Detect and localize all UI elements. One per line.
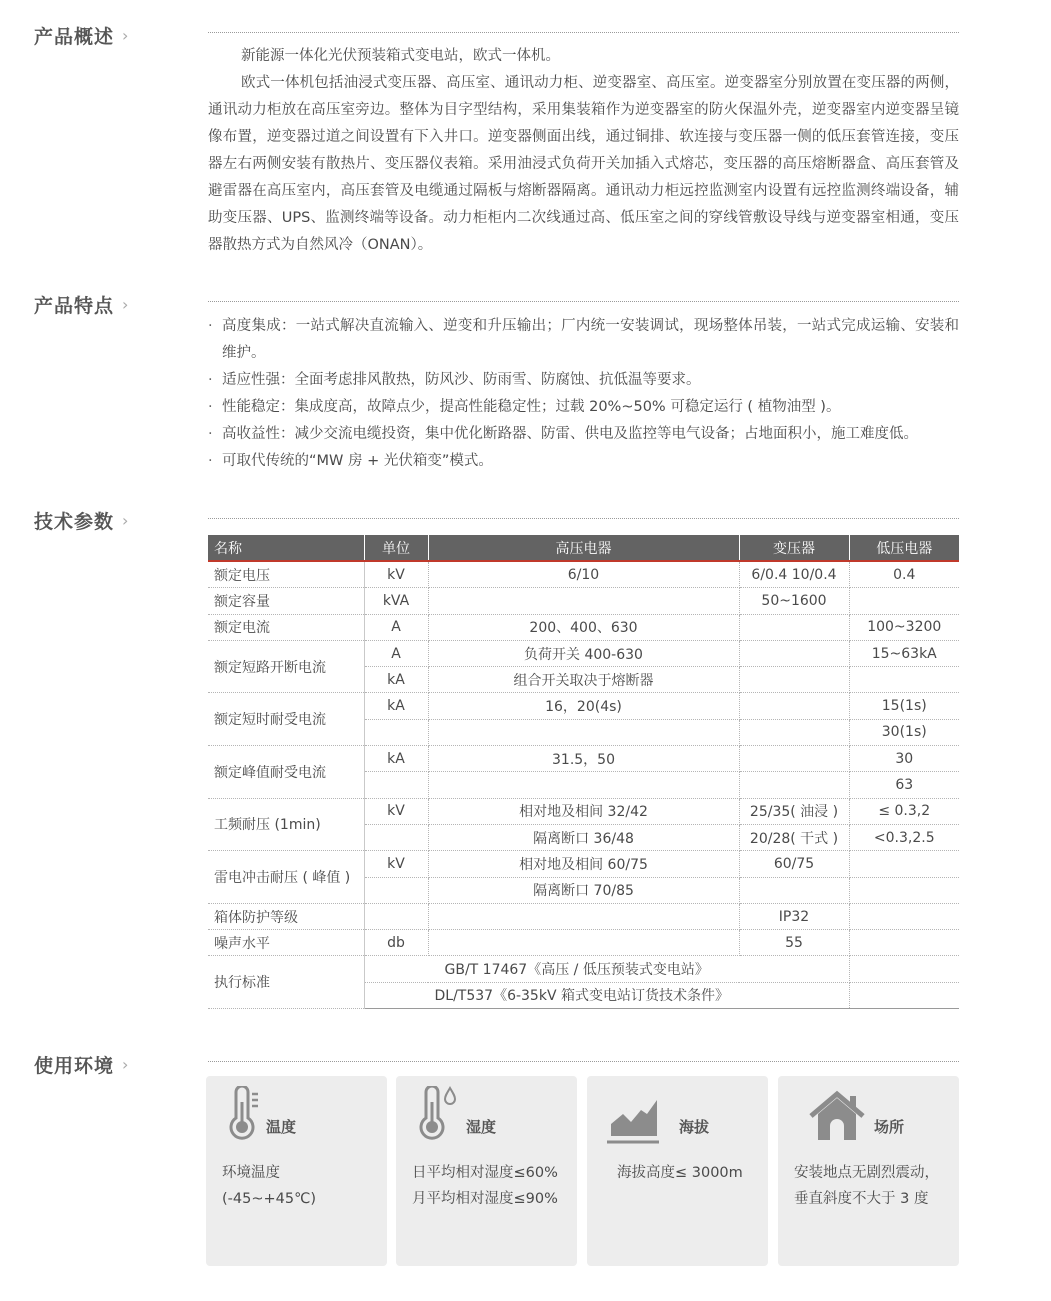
column-header: 变压器 xyxy=(739,535,849,561)
table-cell: 60/75 xyxy=(739,851,849,877)
column-header: 低压电器 xyxy=(849,535,959,561)
table-cell: 箱体防护等级 xyxy=(208,903,364,929)
chevron-right-icon: › xyxy=(122,26,130,45)
table-cell: 0.4 xyxy=(849,561,959,588)
table-cell xyxy=(364,719,428,745)
table-cell: kV xyxy=(364,798,428,824)
env-card-temperature xyxy=(206,1076,387,1266)
list-item: · 高度集成：一站式解决直流输入、逆变和升压输出；厂内统一安装调试，现场整体吊装，一站式完成运输、安装和维护。 xyxy=(208,313,959,367)
env-desc xyxy=(617,1160,758,1186)
table-row xyxy=(208,561,959,588)
table-cell: 额定电压 xyxy=(208,561,364,588)
table-cell: kV xyxy=(364,851,428,877)
table-cell: db xyxy=(364,930,428,956)
table-cell: 组合开关取决于熔断器 xyxy=(428,667,739,693)
column-header: 名称 xyxy=(208,535,364,561)
overview-paragraph: 新能源一体化光伏预装箱式变电站，欧式一体机。 xyxy=(241,48,560,64)
table-cell xyxy=(364,903,428,929)
table-cell xyxy=(739,877,849,903)
column-header: 高压电器 xyxy=(428,535,739,561)
table-cell: 6/0.4 10/0.4 xyxy=(739,561,849,588)
env-desc-line: 环境温度 (-45~+45℃) xyxy=(222,1165,317,1207)
table-cell xyxy=(739,772,849,798)
table-cell: 相对地及相间 60/75 xyxy=(428,851,739,877)
table-cell: 隔离断口 70/85 xyxy=(428,877,739,903)
chevron-right-icon: › xyxy=(122,1055,130,1074)
table-cell: 负荷开关 400-630 xyxy=(428,640,739,666)
table-cell xyxy=(428,719,739,745)
humidity-icon xyxy=(412,1086,462,1144)
table-cell: 15(1s) xyxy=(849,693,959,719)
table-cell xyxy=(428,588,739,614)
table-header-row xyxy=(208,535,959,561)
chevron-right-icon: › xyxy=(122,295,130,314)
table-cell xyxy=(849,588,959,614)
section-title-environment xyxy=(34,1051,129,1078)
section-title-text: 产品特点 xyxy=(34,295,115,317)
table-cell: 隔离断口 36/48 xyxy=(428,824,739,850)
list-item: · 可取代传统的“MW 房 + 光伏箱变”模式。 xyxy=(208,448,959,475)
list-item: · 高收益性：减少交流电缆投资，集中优化断路器、防雷、供电及监控等电气设备；占地面积小，施工难度低。 xyxy=(208,421,959,448)
table-cell xyxy=(739,667,849,693)
table-row xyxy=(208,614,959,640)
table-row xyxy=(208,956,959,982)
table-cell: 雷电冲击耐压 ( 峰值 ) xyxy=(208,851,364,904)
table-cell: 相对地及相间 32/42 xyxy=(428,798,739,824)
table-cell: 额定短路开断电流 xyxy=(208,640,364,693)
table-row xyxy=(208,930,959,956)
table-row xyxy=(208,851,959,877)
table-cell: kA xyxy=(364,667,428,693)
table-row xyxy=(208,798,959,824)
table-row xyxy=(208,588,959,614)
chevron-right-icon: › xyxy=(122,511,130,530)
divider xyxy=(208,32,959,33)
table-cell: 15~63kA xyxy=(849,640,959,666)
table-cell: 执行标准 xyxy=(208,956,364,1009)
table-row xyxy=(208,903,959,929)
env-label: 场所 xyxy=(874,1118,905,1136)
table-cell: 63 xyxy=(849,772,959,798)
divider xyxy=(208,518,959,519)
table-cell: 200、400、630 xyxy=(428,614,739,640)
table-cell xyxy=(849,982,959,1008)
table-cell: IP32 xyxy=(739,903,849,929)
table-cell: kA xyxy=(364,693,428,719)
env-card-humidity xyxy=(396,1076,577,1266)
table-row xyxy=(208,746,959,772)
table-cell xyxy=(739,719,849,745)
divider xyxy=(208,301,959,302)
section-title-text: 使用环境 xyxy=(34,1055,115,1077)
env-desc-line: 日平均相对湿度≤60% xyxy=(412,1165,558,1181)
env-desc xyxy=(794,1160,949,1212)
table-cell: 16，20(4s) xyxy=(428,693,739,719)
env-label: 湿度 xyxy=(466,1118,497,1136)
column-header: 单位 xyxy=(364,535,428,561)
table-cell xyxy=(364,824,428,850)
table-cell: 31.5，50 xyxy=(428,746,739,772)
table-cell: 额定容量 xyxy=(208,588,364,614)
table-cell: 噪声水平 xyxy=(208,930,364,956)
env-label: 温度 xyxy=(266,1118,297,1136)
table-cell xyxy=(739,614,849,640)
env-desc-line: 海拔高度≤ 3000m xyxy=(617,1165,743,1181)
table-cell xyxy=(849,877,959,903)
table-cell xyxy=(739,640,849,666)
overview-paragraph: 欧式一体机包括油浸式变压器、高压室、通讯动力柜、逆变器室、高压室。逆变器室分别放置在变压器的两侧，通讯动力柜放在高压室旁边。整体为目字型结构，采用集装箱作为逆变器室的防火保温外壳，逆变器室内逆变器呈镜像布置，逆变器过道之间设置有下入井口。逆变器侧面出线，通过铜排、软连接与变压器一侧的低压套管连接，变压器左右两侧安装有散热片、变压器仪表箱。采用油浸式负荷开关加插入式熔芯，变压器的高压熔断器盒、高压套管及避雷器在高压室内，高压套管及电缆通过隔板与熔断器隔离。通讯动力柜远控监测室内设置有远控监测终端设备，辅助变压器、UPS、监测终端等设备。动力柜柜内二次线通过高、低压室之间的穿线管敷设导线与逆变器室相通，变压器散热方式为自然风冷（ONAN）。 xyxy=(208,75,959,253)
table-cell xyxy=(739,746,849,772)
list-item: · 性能稳定：集成度高，故障点少，提高性能稳定性；过载 20%~50% 可稳定运行 ( 植物油型 )。 xyxy=(208,394,959,421)
feature-list xyxy=(208,313,959,475)
section-title-overview xyxy=(34,22,129,49)
table-cell xyxy=(428,772,739,798)
table-cell: 额定峰值耐受电流 xyxy=(208,746,364,799)
env-desc-line: 垂直斜度不大于 3 度 xyxy=(794,1191,929,1207)
table-cell: ≤ 0.3,2 xyxy=(849,798,959,824)
table-cell: 工频耐压 (1min) xyxy=(208,798,364,851)
table-cell: GB/T 17467《高压 / 低压预装式变电站》 xyxy=(364,956,849,982)
table-cell xyxy=(364,772,428,798)
table-cell: 25/35( 油浸 ) xyxy=(739,798,849,824)
section-title-text: 技术参数 xyxy=(34,511,115,533)
table-cell xyxy=(849,930,959,956)
table-cell: <0.3,2.5 xyxy=(849,824,959,850)
env-desc xyxy=(222,1160,377,1212)
table-cell: 额定电流 xyxy=(208,614,364,640)
table-cell xyxy=(849,903,959,929)
altitude-icon xyxy=(603,1086,663,1144)
thermometer-icon xyxy=(222,1086,272,1144)
table-cell: 30(1s) xyxy=(849,719,959,745)
section-title-features xyxy=(34,291,129,318)
table-cell: A xyxy=(364,640,428,666)
overview-text xyxy=(208,43,959,259)
env-card-location xyxy=(778,1076,959,1266)
table-cell: 55 xyxy=(739,930,849,956)
env-desc-line: 安装地点无剧烈震动， xyxy=(794,1165,939,1181)
table-cell xyxy=(849,956,959,982)
table-cell: 20/28( 干式 ) xyxy=(739,824,849,850)
table-cell: 100~3200 xyxy=(849,614,959,640)
table-cell: A xyxy=(364,614,428,640)
table-cell xyxy=(849,851,959,877)
env-desc-line: 月平均相对湿度≤90% xyxy=(412,1191,558,1207)
table-cell: 50~1600 xyxy=(739,588,849,614)
table-cell: DL/T537《6-35kV 箱式变电站订货技术条件》 xyxy=(364,982,849,1008)
table-cell xyxy=(739,693,849,719)
table-cell: 额定短时耐受电流 xyxy=(208,693,364,746)
table-cell xyxy=(849,667,959,693)
list-item: · 适应性强：全面考虑排风散热，防风沙、防雨雪、防腐蚀、抗低温等要求。 xyxy=(208,367,959,394)
env-card-altitude xyxy=(587,1076,768,1266)
table-cell xyxy=(428,903,739,929)
table-cell: kA xyxy=(364,746,428,772)
table-cell: kVA xyxy=(364,588,428,614)
table-row xyxy=(208,640,959,666)
section-title-specs xyxy=(34,507,129,534)
table-cell xyxy=(428,930,739,956)
table-cell: kV xyxy=(364,561,428,588)
table-cell xyxy=(364,877,428,903)
spec-table xyxy=(208,535,959,1009)
divider xyxy=(208,1061,959,1062)
env-desc xyxy=(412,1160,567,1212)
table-cell: 6/10 xyxy=(428,561,739,588)
house-icon xyxy=(808,1086,866,1144)
section-title-text: 产品概述 xyxy=(34,26,115,48)
table-row xyxy=(208,693,959,719)
table-cell: 30 xyxy=(849,746,959,772)
env-label: 海拔 xyxy=(679,1118,710,1136)
